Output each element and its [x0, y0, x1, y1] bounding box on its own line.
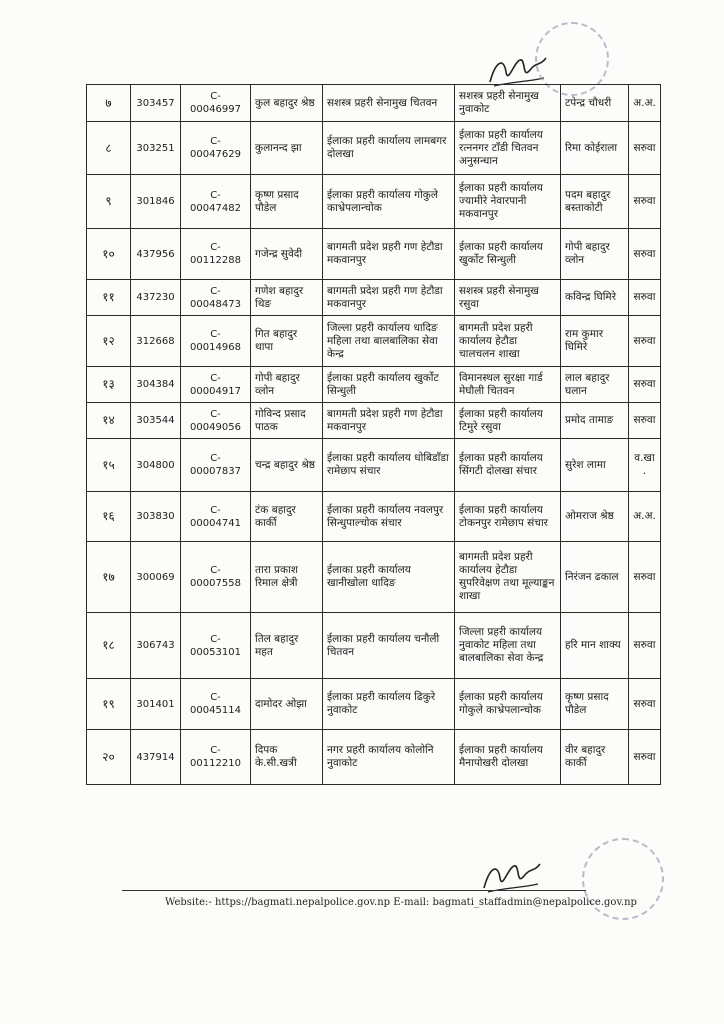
employee-code-cell: C-00004917 [181, 367, 251, 403]
remark-cell: सरुवा [629, 367, 661, 403]
employee-name-cell: कुलानन्द झा [251, 122, 323, 175]
serial-number-cell: ११ [87, 280, 131, 316]
new-office-cell: ईलाका प्रहरी कार्यालय मैनापोखरी दोलखा [455, 730, 561, 785]
employee-id-cell: 303457 [131, 85, 181, 122]
table-row [87, 730, 661, 785]
replacement-name-cell: टपेन्द्र चौधरी [561, 85, 629, 122]
current-office-cell: ईलाका प्रहरी कार्यालय ढिकुरे नुवाकोट [323, 679, 455, 730]
serial-number-cell: ८ [87, 122, 131, 175]
new-office-cell: जिल्ला प्रहरी कार्यालय नुवाकोट महिला तथा बालबालिका सेवा केन्द्र [455, 613, 561, 679]
employee-code-cell: C-00112288 [181, 229, 251, 280]
serial-number-cell: ९ [87, 175, 131, 229]
current-office-cell: ईलाका प्रहरी कार्यालय लामबगर दोलखा [323, 122, 455, 175]
remark-cell: सरुवा [629, 316, 661, 367]
employee-name-cell: तारा प्रकाश रिमाल क्षेत्री [251, 542, 323, 613]
employee-code-cell: C-00014968 [181, 316, 251, 367]
table-row [87, 492, 661, 542]
replacement-name-cell: वीर बहादुर कार्की [561, 730, 629, 785]
current-office-cell: ईलाका प्रहरी कार्यालय खुर्कोट सिन्धुली [323, 367, 455, 403]
replacement-name-cell: निरंजन ढकाल [561, 542, 629, 613]
table-row [87, 175, 661, 229]
replacement-name-cell: कविन्द्र घिमिरे [561, 280, 629, 316]
replacement-name-cell: रिमा कोईराला [561, 122, 629, 175]
serial-number-cell: १९ [87, 679, 131, 730]
employee-name-cell: गित बहादुर थापा [251, 316, 323, 367]
employee-name-cell: कृष्ण प्रसाद पौडेल [251, 175, 323, 229]
employee-name-cell: गोविन्द प्रसाद पाठक [251, 403, 323, 439]
new-office-cell: ईलाका प्रहरी कार्यालय ज्यामीरे नेवारपानी मकवानपुर [455, 175, 561, 229]
replacement-name-cell: गोपी बहादुर व्लोन [561, 229, 629, 280]
new-office-cell: ईलाका प्रहरी कार्यालय टिमुरे रसुवा [455, 403, 561, 439]
replacement-name-cell: प्रमोद तामाङ [561, 403, 629, 439]
employee-id-cell: 437914 [131, 730, 181, 785]
remark-cell: सरुवा [629, 175, 661, 229]
new-office-cell: सशस्त्र प्रहरी सेनामुख रसुवा [455, 280, 561, 316]
remark-cell: सरुवा [629, 613, 661, 679]
employee-id-cell: 312668 [131, 316, 181, 367]
remark-cell: सरुवा [629, 679, 661, 730]
new-office-cell: ईलाका प्रहरी कार्यालय रत्ननगर टाँडी चितवन अनुसन्धान [455, 122, 561, 175]
table-row [87, 613, 661, 679]
remark-cell: सरुवा [629, 280, 661, 316]
employee-id-cell: 306743 [131, 613, 181, 679]
replacement-name-cell: हरि मान शाक्य [561, 613, 629, 679]
new-office-cell: बागमती प्रदेश प्रहरी कार्यालय हेटौडा चालचलन शाखा [455, 316, 561, 367]
table-row [87, 679, 661, 730]
current-office-cell: ईलाका प्रहरी कार्यालय चनौली चितवन [323, 613, 455, 679]
employee-id-cell: 301846 [131, 175, 181, 229]
employee-name-cell: चन्द्र बहादुर श्रेष्ठ [251, 439, 323, 492]
replacement-name-cell: पदम बहादुर बस्ताकोटी [561, 175, 629, 229]
remark-cell: सरुवा [629, 403, 661, 439]
current-office-cell: बागमती प्रदेश प्रहरी गण हेटौडा मकवानपुर [323, 229, 455, 280]
employee-code-cell: C-00047482 [181, 175, 251, 229]
table-row [87, 403, 661, 439]
employee-name-cell: टंक बहादुर कार्की [251, 492, 323, 542]
serial-number-cell: ७ [87, 85, 131, 122]
table-row [87, 122, 661, 175]
serial-number-cell: १० [87, 229, 131, 280]
employee-name-cell: गणेश बहादुर थिङ [251, 280, 323, 316]
table-row [87, 367, 661, 403]
replacement-name-cell: राम कुमार घिमिरे [561, 316, 629, 367]
remark-cell: अ.अ. [629, 85, 661, 122]
remark-cell: सरुवा [629, 730, 661, 785]
table-row [87, 316, 661, 367]
replacement-name-cell: कृष्ण प्रसाद पौडेल [561, 679, 629, 730]
footer-divider [122, 890, 586, 891]
employee-code-cell: C-00053101 [181, 613, 251, 679]
remark-cell: व.खा. [629, 439, 661, 492]
replacement-name-cell: ओमराज श्रेष्ठ [561, 492, 629, 542]
serial-number-cell: १२ [87, 316, 131, 367]
employee-code-cell: C-00048473 [181, 280, 251, 316]
new-office-cell: बागमती प्रदेश प्रहरी कार्यालय हेटौडा सुपरिवेक्षण तथा मूल्याङ्कन शाखा [455, 542, 561, 613]
new-office-cell: विमानस्थल सुरक्षा गार्ड मेघौली चितवन [455, 367, 561, 403]
serial-number-cell: १३ [87, 367, 131, 403]
employee-id-cell: 437956 [131, 229, 181, 280]
serial-number-cell: १७ [87, 542, 131, 613]
employee-id-cell: 303544 [131, 403, 181, 439]
employee-id-cell: 303830 [131, 492, 181, 542]
employee-id-cell: 301401 [131, 679, 181, 730]
transfer-table [86, 84, 661, 785]
replacement-name-cell: सुरेश लामा [561, 439, 629, 492]
serial-number-cell: १६ [87, 492, 131, 542]
footer-contact: Website:- https://bagmati.nepalpolice.gov.np E-mail: bagmati_staffadmin@nepalpolice.gov.np [165, 897, 637, 908]
current-office-cell: बागमती प्रदेश प्रहरी गण हेटौडा मकवानपुर [323, 280, 455, 316]
employee-id-cell: 437230 [131, 280, 181, 316]
table-row [87, 85, 661, 122]
current-office-cell: नगर प्रहरी कार्यालय कोलोनि नुवाकोट [323, 730, 455, 785]
employee-code-cell: C-00007837 [181, 439, 251, 492]
table-body [87, 85, 661, 785]
current-office-cell: ईलाका प्रहरी कार्यालय गोकुले काभ्रेपलान्चोक [323, 175, 455, 229]
remark-cell: सरुवा [629, 542, 661, 613]
current-office-cell: सशस्त्र प्रहरी सेनामुख चितवन [323, 85, 455, 122]
current-office-cell: बागमती प्रदेश प्रहरी गण हेटौडा मकवानपुर [323, 403, 455, 439]
employee-code-cell: C-00004741 [181, 492, 251, 542]
serial-number-cell: १८ [87, 613, 131, 679]
current-office-cell: ईलाका प्रहरी कार्यालय धोबिडाँडा रामेछाप संचार [323, 439, 455, 492]
table-row [87, 542, 661, 613]
remark-cell: अ.अ. [629, 492, 661, 542]
employee-name-cell: दामोदर ओझा [251, 679, 323, 730]
employee-code-cell: C-00112210 [181, 730, 251, 785]
employee-id-cell: 304800 [131, 439, 181, 492]
employee-name-cell: तिल बहादुर महत [251, 613, 323, 679]
employee-name-cell: दिपक के.सी.खत्री [251, 730, 323, 785]
remark-cell: सरुवा [629, 229, 661, 280]
employee-name-cell: कुल बहादुर श्रेष्ठ [251, 85, 323, 122]
employee-name-cell: गोपी बहादुर व्लोन [251, 367, 323, 403]
new-office-cell: ईलाका प्रहरी कार्यालय टोकनपुर रामेछाप संचार [455, 492, 561, 542]
serial-number-cell: १५ [87, 439, 131, 492]
serial-number-cell: २० [87, 730, 131, 785]
employee-id-cell: 300069 [131, 542, 181, 613]
current-office-cell: ईलाका प्रहरी कार्यालय नवलपुर सिन्धुपाल्चोक संचार [323, 492, 455, 542]
replacement-name-cell: लाल बहादुर घलान [561, 367, 629, 403]
table-row [87, 439, 661, 492]
table-row [87, 280, 661, 316]
employee-code-cell: C-00049056 [181, 403, 251, 439]
new-office-cell: ईलाका प्रहरी कार्यालय सिंगटी दोलखा संचार [455, 439, 561, 492]
new-office-cell: ईलाका प्रहरी कार्यालय खुर्कोट सिन्धुली [455, 229, 561, 280]
employee-id-cell: 304384 [131, 367, 181, 403]
table-row [87, 229, 661, 280]
employee-code-cell: C-00047629 [181, 122, 251, 175]
employee-name-cell: गजेन्द्र सुवेदी [251, 229, 323, 280]
serial-number-cell: १४ [87, 403, 131, 439]
employee-id-cell: 303251 [131, 122, 181, 175]
new-office-cell: ईलाका प्रहरी कार्यालय गोकुले काभ्रेपलान्चोक [455, 679, 561, 730]
current-office-cell: ईलाका प्रहरी कार्यालय खानीखोला धादिङ [323, 542, 455, 613]
new-office-cell: सशस्त्र प्रहरी सेनामुख नुवाकोट [455, 85, 561, 122]
current-office-cell: जिल्ला प्रहरी कार्यालय धादिङ महिला तथा बालबालिका सेवा केन्द्र [323, 316, 455, 367]
employee-code-cell: C-00046997 [181, 85, 251, 122]
remark-cell: सरुवा [629, 122, 661, 175]
employee-code-cell: C-00045114 [181, 679, 251, 730]
employee-code-cell: C-00007558 [181, 542, 251, 613]
